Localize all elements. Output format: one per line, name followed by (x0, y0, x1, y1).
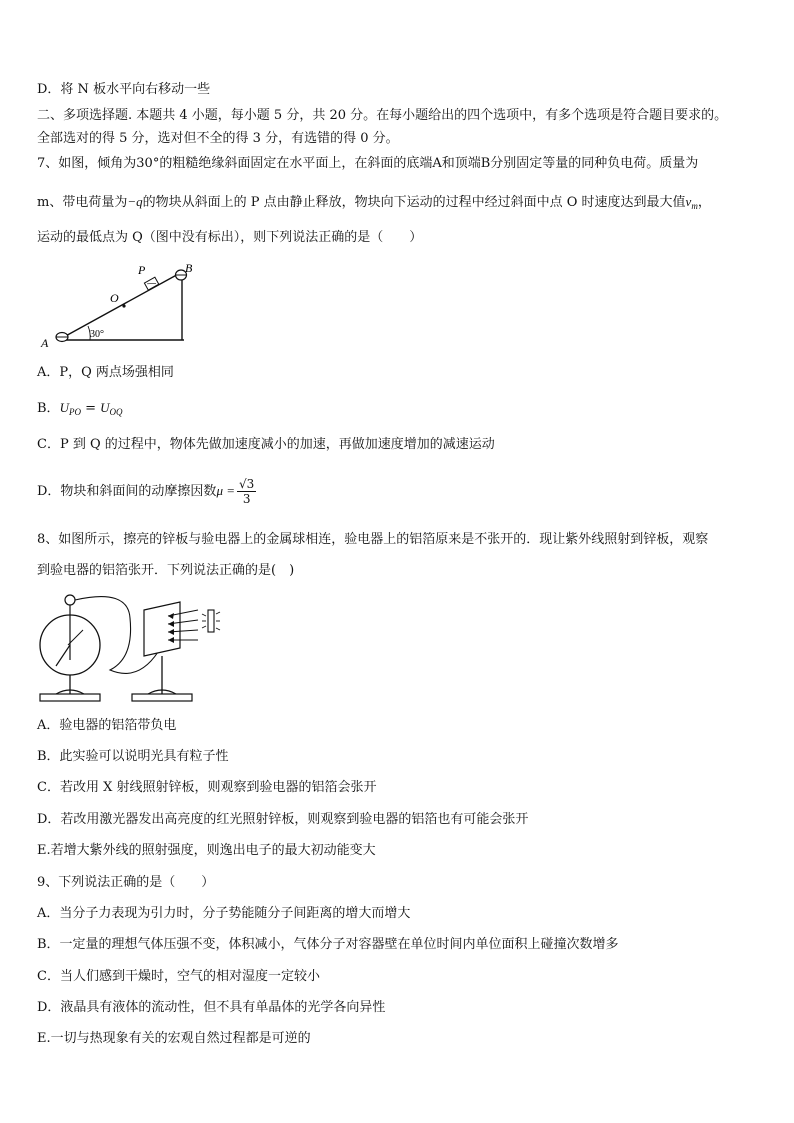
q7-u2-sub: OQ (109, 407, 123, 417)
q7-option-a: A．P，Q 两点场强相同 (37, 365, 174, 380)
q7-vm: v (685, 194, 692, 209)
q7-stem2-b: 的物块从斜面上的 P 点由静止释放，物块向下运动的过程中经过斜面中点 O 时速度达到最大值 (142, 195, 686, 210)
prev-option-d: D．将 N 板水平向右移动一些 (37, 82, 211, 97)
q9-option-a: A．当分子力表现为引力时，分子势能随分子间距离的增大而增大 (37, 906, 411, 921)
q9-option-e: E.一切与热现象有关的宏观自然过程都是可逆的 (37, 1031, 311, 1046)
q9-option-d: D．液晶具有液体的流动性，但不具有单晶体的光学各向异性 (37, 1000, 386, 1015)
q8-option-d: D．若改用激光器发出高亮度的红光照射锌板，则观察到验电器的铝箔也有可能会张开 (37, 812, 529, 827)
q8-option-a: A．验电器的铝箔带负电 (37, 718, 177, 733)
q7-stem-line1: 7、如图，倾角为30°的粗糙绝缘斜面固定在水平面上，在斜面的底端A和顶端B分别固定等量的同种负电荷。质量为 (37, 156, 699, 171)
q9-stem: 9、下列说法正确的是（ ） (37, 875, 215, 890)
q7-charge: −q (127, 194, 143, 209)
q7-stem2-c: ， (697, 195, 711, 210)
q7-stem2-a: m、带电荷量为 (37, 195, 128, 210)
q7-mu-fraction (237, 477, 256, 506)
q9-option-b: B．一定量的理想气体压强不变，体积减小，气体分子对容器壁在单位时间内单位面积上碰撞次数增多 (37, 937, 619, 952)
q7-u1-sub: PO (68, 407, 81, 417)
section-heading-line1: 二、多项选择题. 本题共 4 小题，每小题 5 分，共 20 分。在每小题给出的四个选项中，有多个选项是符合题目要求的。 (37, 108, 728, 123)
q8-electroscope-figure (38, 590, 234, 706)
q7-option-b (37, 400, 123, 420)
q7-angle-label: 30° (90, 329, 104, 340)
section-heading-line2: 全部选对的得 5 分，选对但不全的得 3 分，有选错的得 0 分。 (37, 131, 399, 146)
q8-option-b: B．此实验可以说明光具有粒子性 (37, 749, 229, 764)
q7-u1: U (59, 400, 69, 415)
q7-option-d-prefix: D．物块和斜面间的动摩擦因数 (37, 484, 217, 499)
q7-label-a: A (41, 336, 49, 350)
q9-option-c: C．当人们感到干燥时，空气的相对湿度一定较小 (37, 969, 320, 984)
q7-mu: μ = (216, 483, 235, 498)
q7-stem-line2 (37, 194, 711, 214)
q7-mu-denominator: 3 (242, 492, 251, 506)
q7-stem-line3: 运动的最低点为 Q（图中没有标出），则下列说法正确的是（ ） (37, 230, 423, 245)
q8-stem-line1: 8、如图所示，擦亮的锌板与验电器上的金属球相连，验电器上的铝箔原来是不张开的．现让紫外线照射到锌板，观察 (37, 532, 709, 547)
q7-option-d (37, 476, 256, 507)
q7-u2: U (100, 400, 110, 415)
q8-stem-line2: 到验电器的铝箔张开．下列说法正确的是( ) (37, 563, 295, 578)
q8-option-e: E.若增大紫外线的照射强度，则逸出电子的最大初动能变大 (37, 843, 376, 858)
q7-incline-figure (38, 258, 198, 350)
q7-label-b: B (185, 261, 193, 275)
q7-label-p: P (138, 263, 146, 277)
q8-option-c: C．若改用 X 射线照射锌板，则观察到验电器的铝箔会张开 (37, 780, 377, 795)
q7-equals: = (80, 401, 101, 416)
q7-option-c: C．P 到 Q 的过程中，物体先做加速度减小的加速，再做加速度增加的减速运动 (37, 437, 495, 452)
q7-option-b-prefix: B． (37, 401, 60, 416)
q7-label-o: O (110, 291, 119, 305)
q7-vm-sub: m (691, 201, 698, 211)
q7-mu-numerator: √3 (239, 477, 255, 491)
